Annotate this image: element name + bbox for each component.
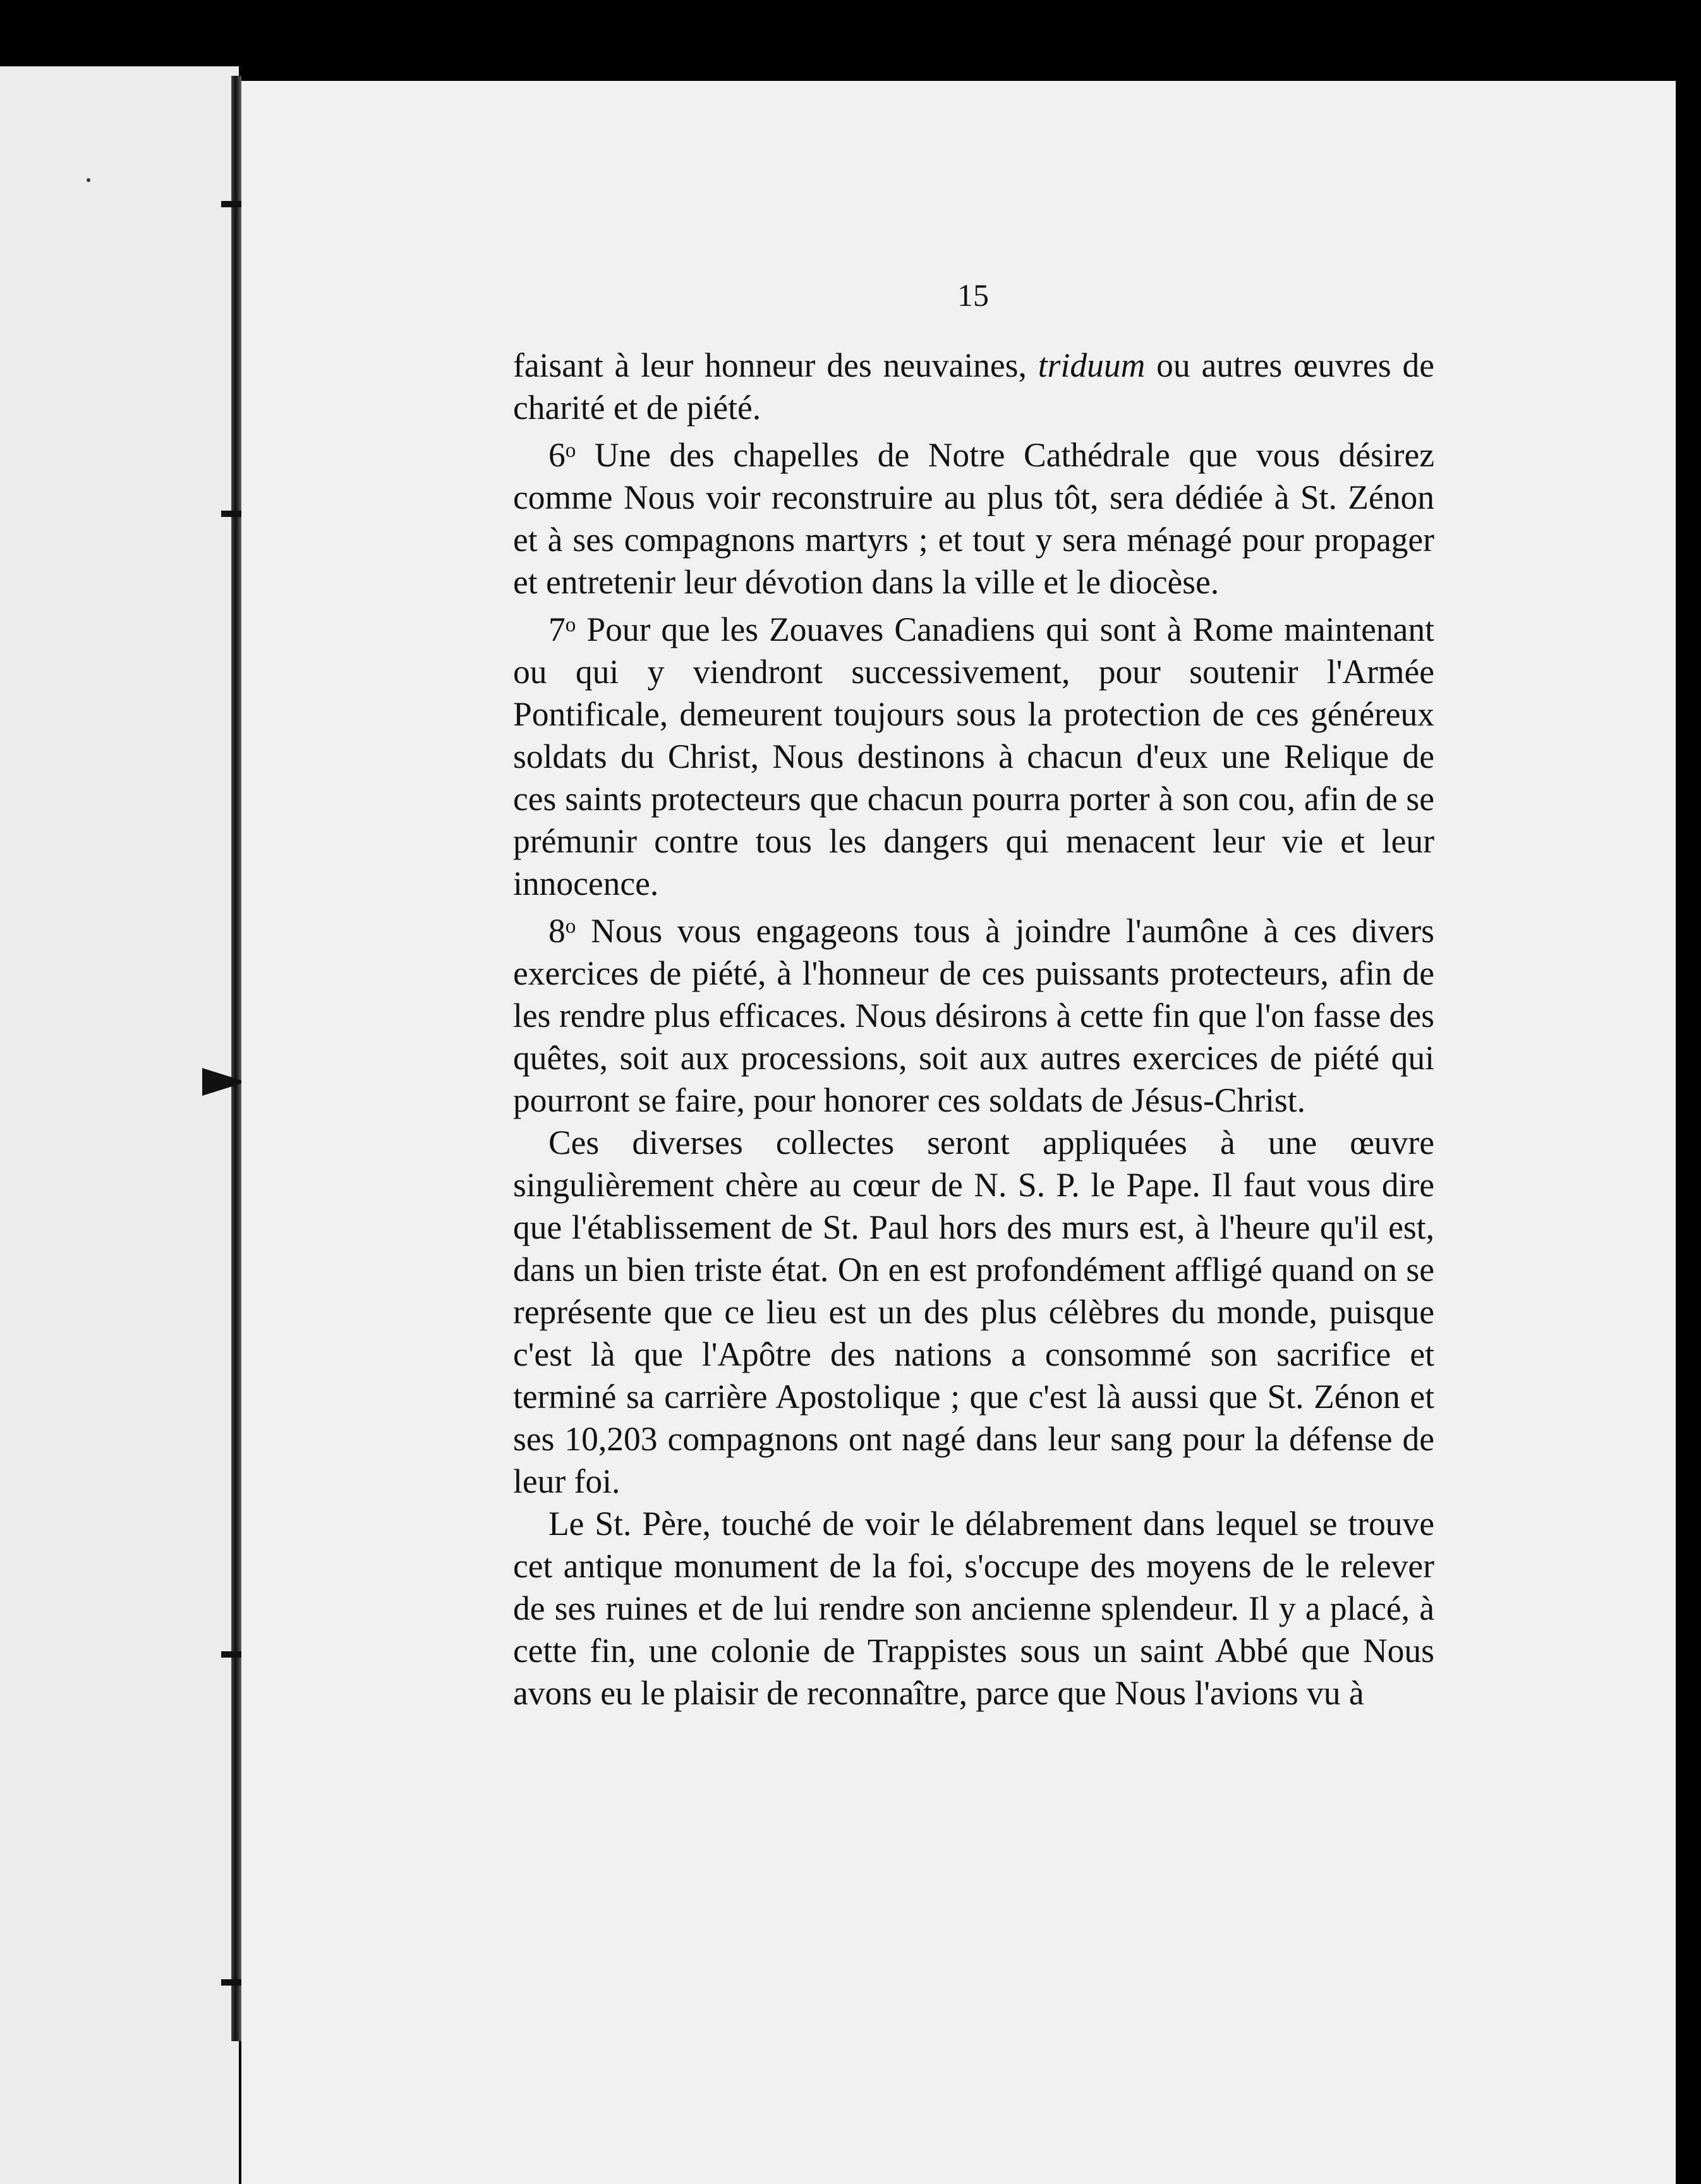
paragraph-p8 <box>513 905 1434 1122</box>
paper-speck <box>87 178 90 182</box>
binding-stitch <box>202 1068 246 1096</box>
ordinal-superscript: o <box>565 439 576 462</box>
italic-term: triduum <box>1038 346 1146 384</box>
ordinal-superscript: o <box>565 612 576 636</box>
binding-stitch <box>221 201 244 207</box>
paragraph-p6 <box>513 429 1434 604</box>
page-number: 15 <box>957 277 989 313</box>
text-run: faisant à leur honneur des neuvaines, <box>513 346 1038 384</box>
text-run: Le St. Père, touché de voir le délabrement dans lequel se trouve cet antique monument de la foi, s'occupe des moyens de le relever de ses ruines et de lui rendre son ancienne splendeur. Il y a placé, à cette fin, une colonie de Trappistes sous un saint Abbé que Nous avons eu le plaisir de reconnaître, parce que Nous l'avions vu à <box>513 1504 1434 1712</box>
paragraph-number: 7 <box>548 610 566 648</box>
paragraph-p7 <box>513 604 1434 905</box>
paragraph-number: 8 <box>548 911 566 950</box>
left-page-edge <box>0 66 239 2184</box>
text-run: Nous vous engageons tous à joindre l'aumône à ces divers exercices de piété, à l'honneur de ces puissants protecteurs, afin de les rendre plus efficaces. Nous désirons à cette fin que l'on fasse des quêtes, soit aux processions, soit aux autres exercices de piété qui pourront se faire, pour honorer ces soldats de Jésus-Christ. <box>513 911 1434 1119</box>
binding-stitch <box>221 1979 244 1986</box>
ordinal-superscript: o <box>565 914 576 938</box>
paragraph-p0 <box>513 344 1434 429</box>
text-run: Une des chapelles de Notre Cathédrale que vous désirez comme Nous voir reconstruire au plus tôt, sera dédiée à St. Zénon et à ses compagnons martyrs ; et tout y sera ménagé pour propager et entretenir leur dévotion dans la ville et le diocèse. <box>513 435 1434 601</box>
binding-stitch <box>221 511 244 517</box>
body-text <box>513 344 1434 1714</box>
paragraph-p9 <box>513 1122 1434 1503</box>
paragraph-number: 6 <box>548 435 566 474</box>
text-run: Ces diverses collectes seront appliquées à une œuvre singulièrement chère au cœur de N. S. P. le Pape. Il faut vous dire que l'établissement de St. Paul hors des murs est, à l'heure qu'il est, dans un bien triste état. On en est profondément affligé quand on se représente que ce lieu est un des plus célèbres du monde, puisque c'est là que l'Apôtre des nations a consommé son sacrifice et terminé sa carrière Apostolique ; que c'est là aussi que St. Zénon et ses 10,203 compagnons ont nagé dans leur sang pour la défense de leur foi. <box>513 1123 1434 1500</box>
binding-gutter <box>231 76 241 2041</box>
paragraph-p10 <box>513 1503 1434 1714</box>
text-run: ou autres œuvres de charité et de piété. <box>513 346 1434 427</box>
text-run: Pour que les Zouaves Canadiens qui sont à Rome maintenant ou qui y viendront successivement, pour soutenir l'Armée Pontificale, demeurent toujours sous la protection de ces généreux soldats du Christ, Nous destinons à chacun d'eux une Relique de ces saints protecteurs que chacun pourra porter à son cou, afin de se prémunir contre tous les dangers qui menacent leur vie et leur innocence. <box>513 610 1434 902</box>
binding-stitch <box>221 1651 244 1658</box>
